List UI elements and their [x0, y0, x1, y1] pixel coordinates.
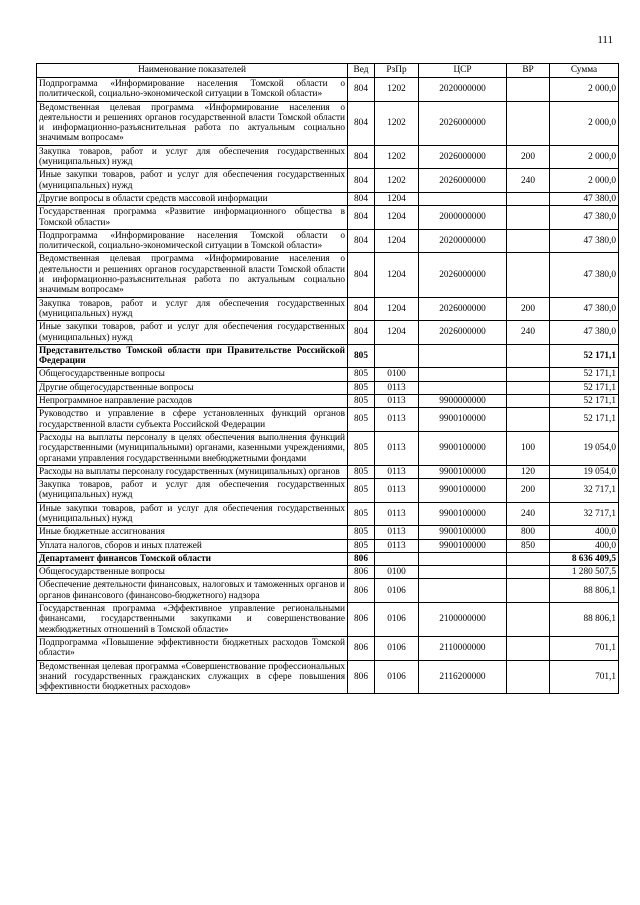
cell-csr: 2026000000 [419, 101, 507, 145]
cell-rzpr: 0106 [375, 660, 419, 694]
cell-ved: 805 [348, 526, 375, 539]
cell-ved: 806 [348, 566, 375, 579]
cell-name: Непрограммное направление расходов [37, 395, 348, 408]
header-csr: ЦСР [419, 64, 507, 78]
cell-name: Иные закупки товаров, работ и услуг для обеспечения государственных (муниципальных) нужд [37, 169, 348, 193]
cell-vr [507, 229, 550, 253]
cell-name: Уплата налогов, сборов и иных платежей [37, 539, 348, 552]
cell-vr: 100 [507, 431, 550, 465]
cell-name: Иные бюджетные ассигнования [37, 526, 348, 539]
table-row [37, 526, 619, 539]
cell-vr: 850 [507, 539, 550, 552]
cell-csr: 2020000000 [419, 229, 507, 253]
table-row [37, 636, 619, 660]
cell-name: Ведомственная целевая программа «Информирование населения о деятельности и решениях органов государственной власти Томской области и информационно-разъяснительная работа по актуальным социально значимым вопросам» [37, 101, 348, 145]
cell-rzpr: 0113 [375, 526, 419, 539]
cell-csr: 9900100000 [419, 408, 507, 432]
cell-ved: 804 [348, 321, 375, 345]
table-row [37, 145, 619, 169]
header-rzpr: РзПр [375, 64, 419, 78]
cell-csr [419, 552, 507, 565]
cell-rzpr: 0113 [375, 539, 419, 552]
cell-vr [507, 636, 550, 660]
cell-ved: 806 [348, 579, 375, 603]
cell-csr: 2026000000 [419, 145, 507, 169]
cell-name: Представительство Томской области при Правительстве Российской Федерации [37, 344, 348, 368]
table-row [37, 381, 619, 394]
cell-ved: 805 [348, 368, 375, 381]
cell-ved: 806 [348, 636, 375, 660]
cell-sum: 88 806,1 [550, 603, 619, 637]
table-row [37, 229, 619, 253]
cell-vr [507, 603, 550, 637]
cell-csr: 9900100000 [419, 431, 507, 465]
table-row [37, 502, 619, 526]
cell-rzpr: 0106 [375, 603, 419, 637]
cell-vr [507, 408, 550, 432]
cell-rzpr: 0106 [375, 579, 419, 603]
cell-rzpr: 1204 [375, 321, 419, 345]
cell-rzpr: 1204 [375, 297, 419, 321]
cell-vr [507, 192, 550, 205]
cell-sum: 52 171,1 [550, 408, 619, 432]
cell-csr: 9900100000 [419, 539, 507, 552]
cell-rzpr: 0113 [375, 479, 419, 503]
cell-sum: 32 717,1 [550, 479, 619, 503]
table-row [37, 479, 619, 503]
cell-vr: 120 [507, 465, 550, 478]
cell-rzpr: 1204 [375, 253, 419, 297]
cell-csr: 2026000000 [419, 321, 507, 345]
cell-name: Расходы на выплаты персоналу государственных (муниципальных) органов [37, 465, 348, 478]
cell-ved: 805 [348, 395, 375, 408]
table-row [37, 408, 619, 432]
cell-ved: 804 [348, 206, 375, 230]
header-ved: Вед [348, 64, 375, 78]
cell-ved: 804 [348, 78, 375, 102]
cell-name: Расходы на выплаты персоналу в целях обеспечения выполнения функций государственными (муниципальными) органами, казенными учреждениями, органами управления государственными внебюджетными фондами [37, 431, 348, 465]
cell-name: Подпрограмма «Информирование населения Томской области о политической, социально-экономической ситуации в Томской области» [37, 229, 348, 253]
cell-vr [507, 78, 550, 102]
cell-name: Общегосударственные вопросы [37, 368, 348, 381]
cell-name: Ведомственная целевая программа «Информирование населения о деятельности и решениях органов государственной власти Томской области и информационно-разъяснительная работа по актуальным социально значимым вопросам» [37, 253, 348, 297]
cell-vr: 200 [507, 297, 550, 321]
cell-sum: 52 171,1 [550, 395, 619, 408]
cell-sum: 19 054,0 [550, 465, 619, 478]
cell-csr: 9900100000 [419, 479, 507, 503]
cell-sum: 47 380,0 [550, 321, 619, 345]
cell-sum: 47 380,0 [550, 297, 619, 321]
table-row [37, 552, 619, 565]
table-row [37, 253, 619, 297]
cell-ved: 805 [348, 408, 375, 432]
cell-sum: 701,1 [550, 660, 619, 694]
table-row [37, 579, 619, 603]
cell-ved: 806 [348, 552, 375, 565]
table-row [37, 78, 619, 102]
cell-ved: 805 [348, 465, 375, 478]
cell-vr: 240 [507, 502, 550, 526]
cell-sum: 47 380,0 [550, 192, 619, 205]
cell-sum: 701,1 [550, 636, 619, 660]
table-row [37, 395, 619, 408]
cell-rzpr: 0113 [375, 395, 419, 408]
cell-vr [507, 101, 550, 145]
cell-vr [507, 660, 550, 694]
cell-rzpr: 0113 [375, 465, 419, 478]
cell-rzpr: 0106 [375, 636, 419, 660]
cell-vr [507, 381, 550, 394]
cell-ved: 804 [348, 101, 375, 145]
cell-csr [419, 344, 507, 368]
cell-sum: 2 000,0 [550, 101, 619, 145]
cell-name: Закупка товаров, работ и услуг для обеспечения государственных (муниципальных) нужд [37, 145, 348, 169]
cell-vr [507, 579, 550, 603]
cell-name: Иные закупки товаров, работ и услуг для обеспечения государственных (муниципальных) нужд [37, 321, 348, 345]
table-row [37, 603, 619, 637]
cell-rzpr: 0113 [375, 381, 419, 394]
cell-sum: 1 280 507,5 [550, 566, 619, 579]
cell-sum: 47 380,0 [550, 253, 619, 297]
page-number: 111 [597, 34, 613, 46]
cell-csr [419, 579, 507, 603]
cell-name: Подпрограмма «Повышение эффективности бюджетных расходов Томской области» [37, 636, 348, 660]
table-row [37, 206, 619, 230]
cell-ved: 805 [348, 431, 375, 465]
header-sum: Сумма [550, 64, 619, 78]
table-row [37, 539, 619, 552]
cell-rzpr: 1202 [375, 145, 419, 169]
table-row [37, 192, 619, 205]
cell-rzpr: 0100 [375, 368, 419, 381]
cell-ved: 804 [348, 229, 375, 253]
cell-rzpr: 1204 [375, 206, 419, 230]
cell-csr: 2116200000 [419, 660, 507, 694]
cell-vr [507, 552, 550, 565]
cell-rzpr [375, 552, 419, 565]
cell-ved: 805 [348, 539, 375, 552]
cell-vr: 200 [507, 145, 550, 169]
cell-name: Закупка товаров, работ и услуг для обеспечения государственных (муниципальных) нужд [37, 297, 348, 321]
cell-sum: 52 171,1 [550, 381, 619, 394]
cell-csr [419, 566, 507, 579]
cell-sum: 8 636 409,5 [550, 552, 619, 565]
cell-sum: 88 806,1 [550, 579, 619, 603]
cell-rzpr: 0113 [375, 408, 419, 432]
budget-table [36, 63, 619, 694]
cell-sum: 52 171,1 [550, 344, 619, 368]
table-row [37, 321, 619, 345]
cell-csr [419, 192, 507, 205]
cell-sum: 47 380,0 [550, 229, 619, 253]
cell-name: Другие вопросы в области средств массовой информации [37, 192, 348, 205]
cell-rzpr: 1202 [375, 101, 419, 145]
cell-sum: 47 380,0 [550, 206, 619, 230]
cell-vr: 240 [507, 169, 550, 193]
table-row [37, 660, 619, 694]
cell-rzpr: 1202 [375, 78, 419, 102]
cell-vr [507, 253, 550, 297]
table-row [37, 566, 619, 579]
table-row [37, 101, 619, 145]
cell-csr: 9900100000 [419, 502, 507, 526]
cell-ved: 804 [348, 169, 375, 193]
cell-csr: 2026000000 [419, 297, 507, 321]
cell-ved: 806 [348, 660, 375, 694]
cell-sum: 2 000,0 [550, 145, 619, 169]
cell-csr: 9900100000 [419, 465, 507, 478]
cell-csr: 2100000000 [419, 603, 507, 637]
cell-sum: 2 000,0 [550, 169, 619, 193]
cell-vr [507, 566, 550, 579]
cell-csr: 2020000000 [419, 78, 507, 102]
cell-ved: 805 [348, 479, 375, 503]
cell-csr: 2000000000 [419, 206, 507, 230]
cell-vr: 200 [507, 479, 550, 503]
cell-sum: 400,0 [550, 539, 619, 552]
table-row [37, 431, 619, 465]
cell-name: Государственная программа «Эффективное управление региональными финансами, государственными закупками и совершенствование межбюджетных отношений в Томской области» [37, 603, 348, 637]
cell-name: Ведомственная целевая программа «Совершенствование профессиональных знаний государственных гражданских служащих в сфере повышения эффективности бюджетных расходов» [37, 660, 348, 694]
cell-rzpr: 1204 [375, 192, 419, 205]
cell-name: Подпрограмма «Информирование населения Томской области о политической, социально-экономической ситуации в Томской области» [37, 78, 348, 102]
cell-rzpr: 0100 [375, 566, 419, 579]
cell-csr: 2110000000 [419, 636, 507, 660]
cell-csr: 9900100000 [419, 526, 507, 539]
cell-ved: 805 [348, 502, 375, 526]
cell-name: Руководство и управление в сфере установленных функций органов государственной власти субъекта Российской Федерации [37, 408, 348, 432]
cell-vr: 240 [507, 321, 550, 345]
cell-vr [507, 368, 550, 381]
cell-ved: 806 [348, 603, 375, 637]
cell-ved: 804 [348, 192, 375, 205]
cell-sum: 52 171,1 [550, 368, 619, 381]
cell-ved: 804 [348, 253, 375, 297]
cell-csr: 2026000000 [419, 253, 507, 297]
table-row [37, 368, 619, 381]
table-header [37, 64, 619, 78]
cell-ved: 805 [348, 344, 375, 368]
cell-sum: 400,0 [550, 526, 619, 539]
header-name: Наименование показателей [37, 64, 348, 78]
cell-vr [507, 395, 550, 408]
cell-sum: 19 054,0 [550, 431, 619, 465]
cell-name: Другие общегосударственные вопросы [37, 381, 348, 394]
cell-ved: 804 [348, 145, 375, 169]
cell-vr [507, 344, 550, 368]
cell-ved: 805 [348, 381, 375, 394]
cell-rzpr: 1202 [375, 169, 419, 193]
cell-rzpr: 1204 [375, 229, 419, 253]
cell-ved: 804 [348, 297, 375, 321]
cell-rzpr: 0113 [375, 431, 419, 465]
cell-name: Иные закупки товаров, работ и услуг для обеспечения государственных (муниципальных) нужд [37, 502, 348, 526]
table-body [37, 78, 619, 694]
table-row [37, 297, 619, 321]
cell-name: Департамент финансов Томской области [37, 552, 348, 565]
cell-name: Обеспечение деятельности финансовых, налоговых и таможенных органов и органов финансового (финансово-бюджетного) надзора [37, 579, 348, 603]
header-vr: ВР [507, 64, 550, 78]
cell-name: Закупка товаров, работ и услуг для обеспечения государственных (муниципальных) нужд [37, 479, 348, 503]
cell-sum: 32 717,1 [550, 502, 619, 526]
cell-csr: 2026000000 [419, 169, 507, 193]
cell-name: Общегосударственные вопросы [37, 566, 348, 579]
cell-csr: 9900000000 [419, 395, 507, 408]
table-row [37, 344, 619, 368]
cell-rzpr: 0113 [375, 502, 419, 526]
cell-rzpr [375, 344, 419, 368]
cell-csr [419, 381, 507, 394]
cell-name: Государственная программа «Развитие информационного общества в Томской области» [37, 206, 348, 230]
cell-csr [419, 368, 507, 381]
cell-sum: 2 000,0 [550, 78, 619, 102]
cell-vr: 800 [507, 526, 550, 539]
cell-vr [507, 206, 550, 230]
table-row [37, 169, 619, 193]
table-row [37, 465, 619, 478]
